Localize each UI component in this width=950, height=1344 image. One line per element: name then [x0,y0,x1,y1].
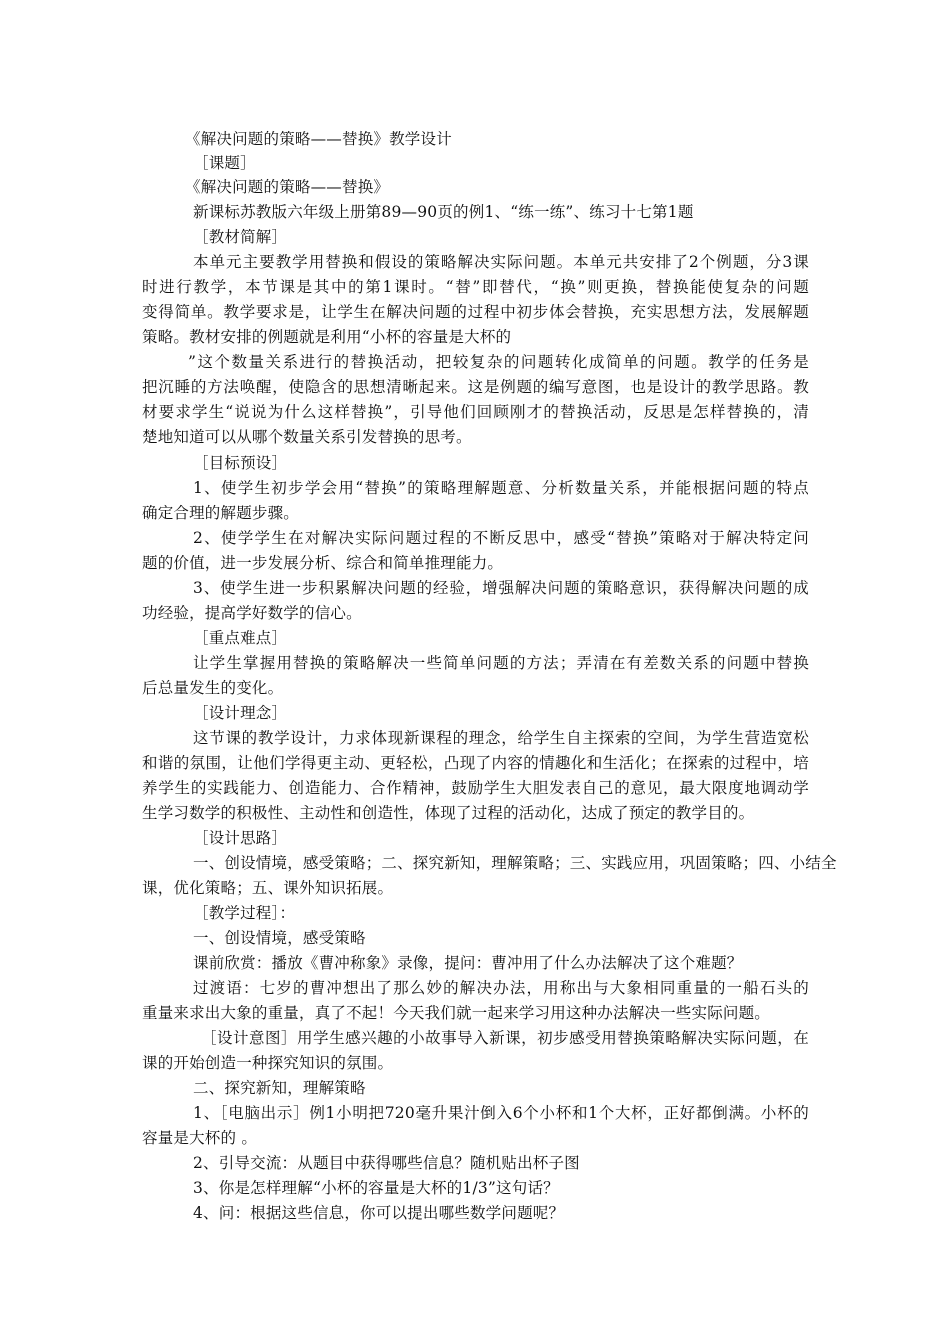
heading-goals: ［目标预设］ [193,454,288,472]
process-line: 重量来求出大象的重量，真了不起！今天我们就一起来学习用这种办法解决一些实际问题。 [142,1004,771,1022]
plan-line: 课，优化策略；五、课外知识拓展。 [142,879,394,897]
idea-line: 养学生的实践能力、创造能力、合作精神，鼓励学生大胆发表自己的意见，最大限度地调动学 [142,779,809,797]
material-line: 楚地知道可以从哪个数量关系引发替换的思考。 [142,428,472,446]
process-line: ［设计意图］用学生感兴趣的小故事导入新课，初步感受用替换策略解决实际问题，在 [201,1029,809,1047]
material-line: 本单元主要教学用替换和假设的策略解决实际问题。本单元共安排了2个例题，分3课 [193,253,809,271]
process-line: 1、［电脑出示］例1小明把720毫升果汁倒入6个小杯和1个大杯，正好都倒满。小杯的 [193,1104,809,1122]
goal-line: 2、使学学生在对解决实际问题过程的不断反思中，感受“替换”策略对于解决特定问 [193,529,809,547]
key-line: 让学生掌握用替换的策略解决一些简单问题的方法；弄清在有差数关系的问题中替换 [193,654,809,672]
heading-plan: ［设计思路］ [193,829,288,847]
process-line: 过渡语：七岁的曹冲想出了那么妙的解决办法，用称出与大象相同重量的一船石头的 [193,979,809,997]
heading-idea: ［设计理念］ [193,704,288,722]
process-line: 容量是大杯的 。 [142,1129,258,1147]
key-line: 后总量发生的变化。 [142,679,284,697]
topic-name: 《解决问题的策略——替换》 [185,178,390,196]
idea-line: 和谐的氛围，让他们学得更主动、更轻松，凸现了内容的情趣化和生活化；在探索的过程中，培 [142,754,809,772]
process-line: 3、你是怎样理解“小杯的容量是大杯的1/3”这句话？ [193,1179,559,1197]
topic-source: 新课标苏教版六年级上册第89—90页的例1、“练一练”、练习十七第1题 [193,203,694,221]
heading-process: ［教学过程］： [193,904,296,922]
idea-line: 这节课的教学设计，力求体现新课程的理念，给学生自主探索的空间，为学生营造宽松 [193,729,809,747]
material-line: 策略。教材安排的例题就是利用“小杯的容量是大杯的 [142,328,512,346]
heading-key: ［重点难点］ [193,629,288,647]
goal-line: 功经验，提高学好数学的信心。 [142,604,362,622]
process-line: 2、引导交流：从题目中获得哪些信息？随机贴出杯子图 [193,1154,580,1172]
material-line: 材要求学生“说说为什么这样替换”，引导他们回顾刚才的替换活动，反思是怎样替换的，清 [142,403,809,421]
heading-material: ［教材简解］ [193,228,288,246]
process-line: 二、探究新知，理解策略 [193,1079,366,1097]
material-line: ”这个数量关系进行的替换活动，把较复杂的问题转化成简单的问题。教学的任务是 [188,353,809,371]
material-line: 时进行教学，本节课是其中的第1课时。“替”即替代，“换”则更换，替换能使复杂的问题 [142,278,809,296]
plan-line: 一、创设情境，感受策略；二、探究新知，理解策略；三、实践应用，巩固策略；四、小结全 [193,854,837,872]
document-title: 《解决问题的策略——替换》教学设计 [185,130,452,148]
material-line: 把沉睡的方法唤醒，使隐含的思想清晰起来。这是例题的编写意图，也是设计的教学思路。教 [142,378,809,396]
goal-line: 题的价值，进一步发展分析、综合和简单推理能力。 [142,554,504,572]
idea-line: 生学习数学的积极性、主动性和创造性，体现了过程的活动化，达成了预定的教学目的。 [142,804,755,822]
goal-line: 3、使学生进一步积累解决问题的经验，增强解决问题的策略意识，获得解决问题的成 [193,579,809,597]
goal-line: 1、使学生初步学会用“替换”的策略理解题意、分析数量关系，并能根据问题的特点 [193,479,809,497]
heading-topic: ［课题］ [193,154,256,172]
process-line: 4、问：根据这些信息，你可以提出哪些数学问题呢？ [193,1204,565,1222]
material-line: 变得简单。教学要求是，让学生在解决问题的过程中初步体会替换，充实思想方法，发展解题 [142,303,809,321]
process-line: 课的开始创造一种探究知识的氛围。 [142,1054,394,1072]
process-line: 课前欣赏：播放《曹冲称象》录像，提问：曹冲用了什么办法解决了这个难题？ [193,954,743,972]
goal-line: 确定合理的解题步骤。 [142,504,300,522]
process-line: 一、创设情境，感受策略 [193,929,366,947]
